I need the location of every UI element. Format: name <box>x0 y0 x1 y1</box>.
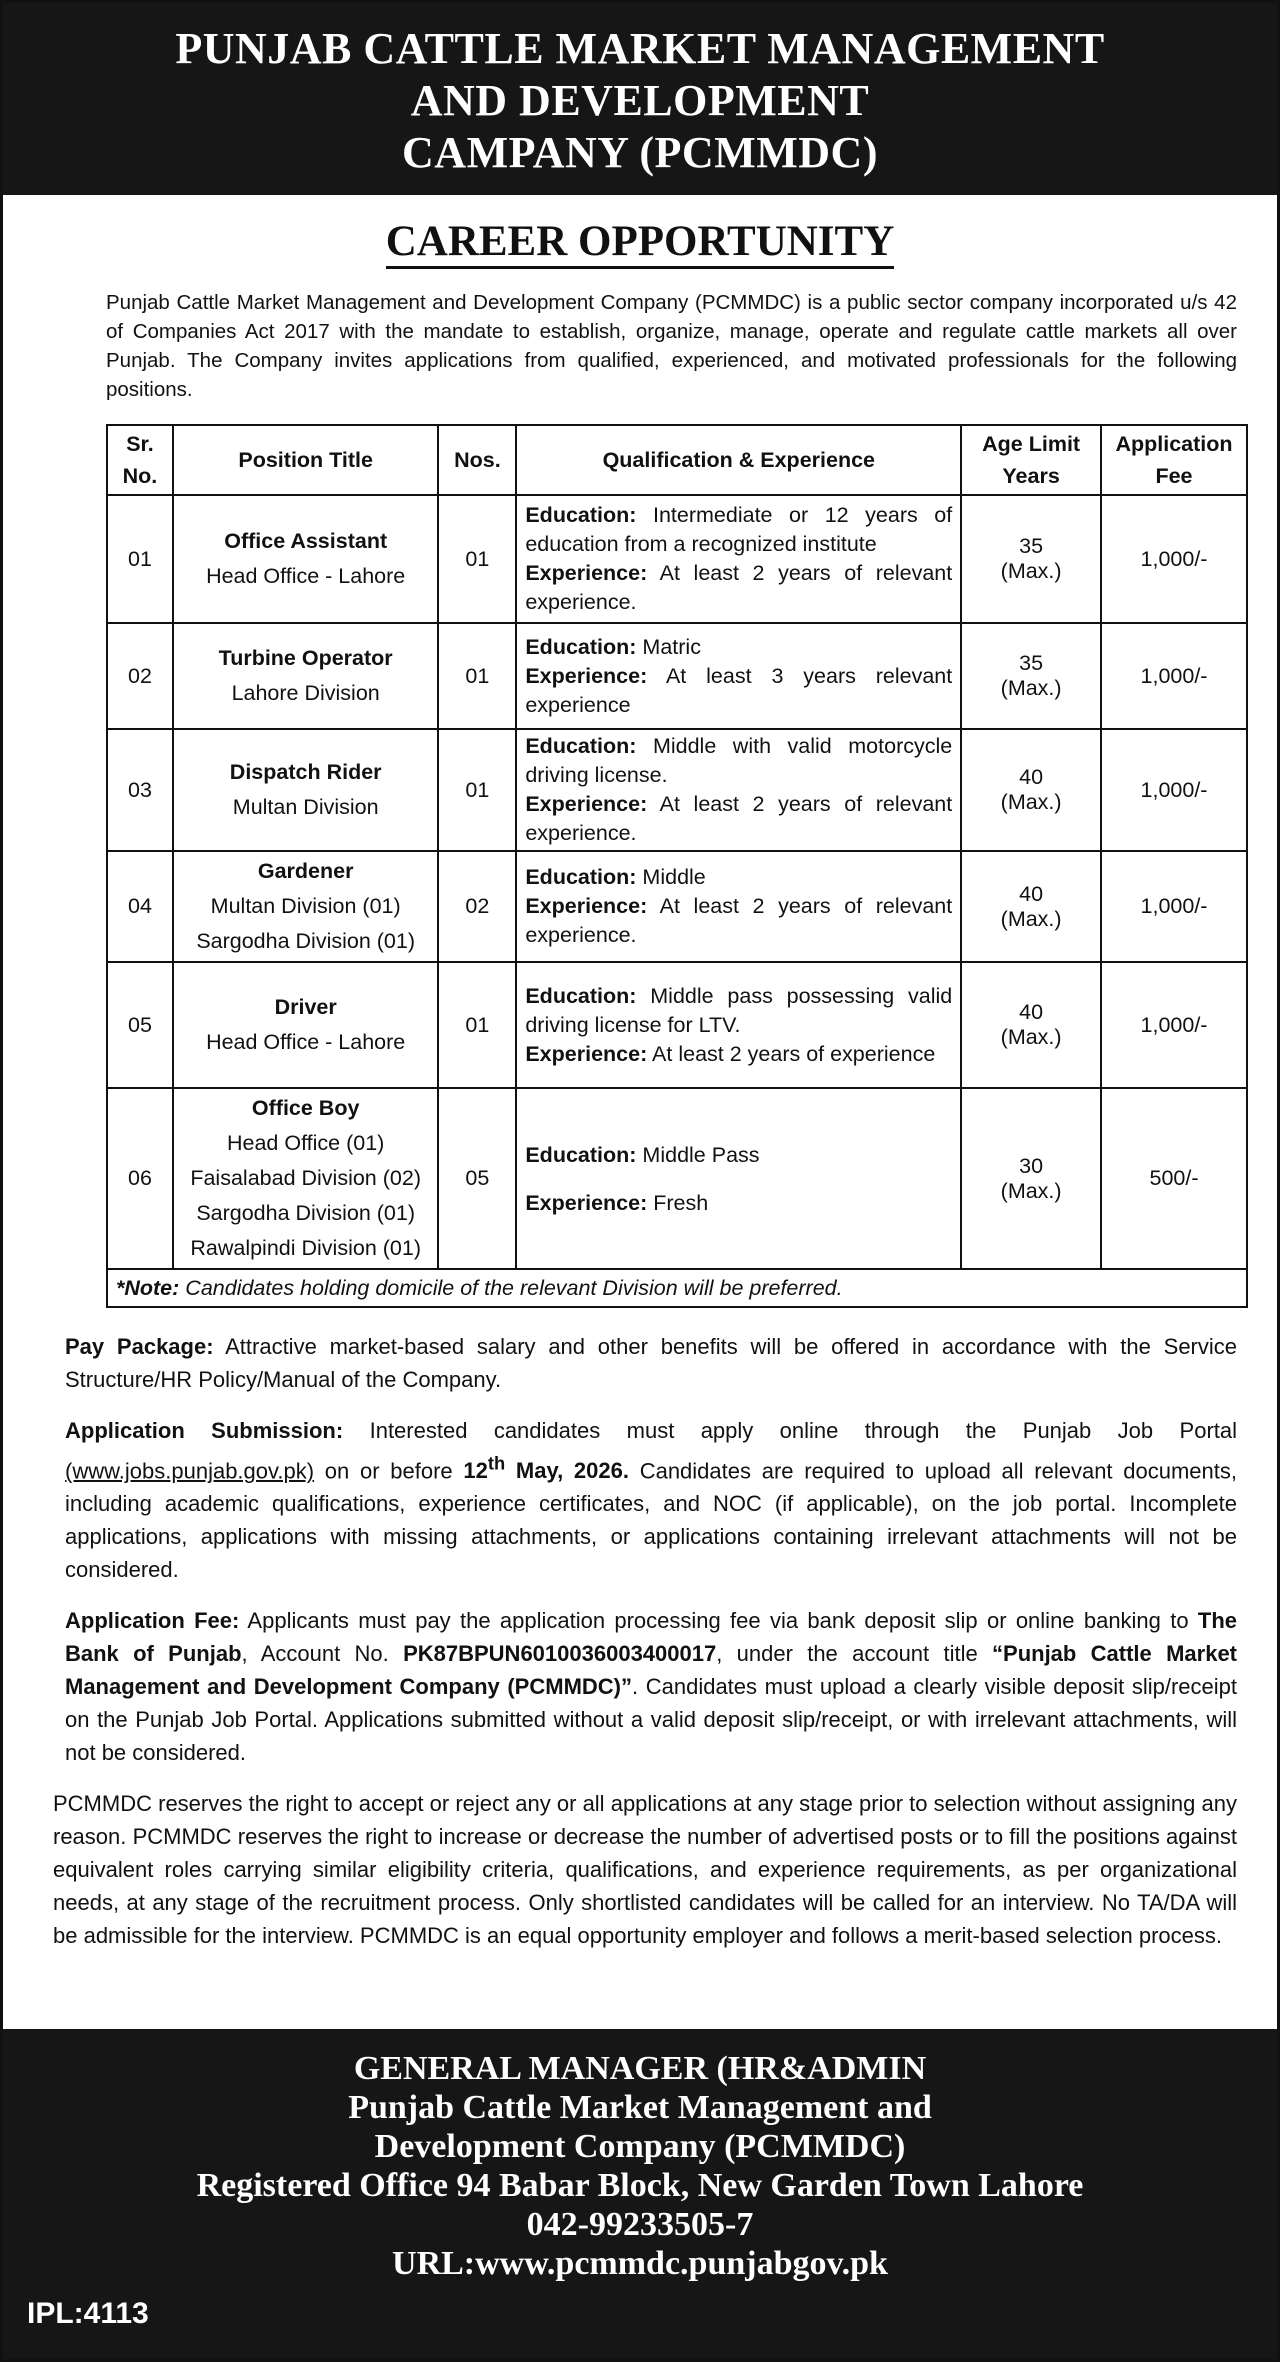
reservation-paragraph: PCMMDC reserves the right to accept or reject any or all applications at any stage prior to selection without assigning any reason. PCMMDC reserves the right to increase or decrease the number of advertised posts or to fill the positions against equivalent roles carrying similar eligibility criteria, qualifications, and experience requirements, as per organizational needs, at any stage of the recruitment process. Only shortlisted candidates will be called for an interview. No TA/DA will be admissible for the interview. PCMMDC is an equal opportunity employer and follows a merit-based selection process. <box>53 1791 1237 1949</box>
table-header-row <box>107 425 1247 495</box>
intro-paragraph: Punjab Cattle Market Management and Development Company (PCMMDC) is a public sector company incorporated u/s 42 of Companies Act 2017 with the mandate to establish, organize, manage, operate and regulate cattle markets all over Punjab. The Company invites applications from qualified, experienced, and motivated professionals for the following positions. <box>106 291 1237 401</box>
position-title: Office Boy <box>251 1096 360 1120</box>
posts-count: 01 <box>438 729 516 851</box>
table-row <box>107 729 1247 851</box>
position-title: Gardener <box>257 859 354 883</box>
qualification-cell: Education: Middle with valid motorcycle driving license. Experience: At least 2 years of relevant experience. <box>516 729 961 851</box>
age-limit: 40 (Max.) <box>961 962 1101 1088</box>
application-fee: 1,000/- <box>1101 623 1247 729</box>
header-nos: Nos. <box>438 425 516 495</box>
position-title-cell <box>173 1088 438 1269</box>
footer-address: Registered Office 94 Babar Block, New Garden Town Lahore <box>196 2167 1084 2204</box>
position-title: Dispatch Rider <box>229 760 382 784</box>
contact-footer <box>3 2029 1277 2359</box>
qualification-cell: Education: Middle Pass Experience: Fresh <box>516 1088 961 1269</box>
position-location: Rawalpindi Division (01) <box>190 1236 421 1260</box>
header-line-2: AND DEVELOPMENT <box>410 76 870 125</box>
posts-count: 01 <box>438 962 516 1088</box>
footer-company-line-1: Punjab Cattle Market Management and <box>348 2089 932 2126</box>
position-location: Head Office - Lahore <box>206 564 406 588</box>
position-title-cell <box>173 623 438 729</box>
qualification-cell: Education: Intermediate or 12 years of education from a recognized institute Experience: At least 2 years of relevant experience. <box>516 495 961 623</box>
account-number: PK87BPUN6010036003400017 <box>403 1641 717 1667</box>
note-row <box>107 1269 1247 1307</box>
position-location: Sargodha Division (01) <box>196 929 416 953</box>
footer-phone: 042-99233505-7 <box>526 2206 754 2243</box>
position-location: Multan Division (01) <box>210 894 401 918</box>
application-fee: 1,000/- <box>1101 851 1247 962</box>
career-title: CAREER OPPORTUNITY <box>3 217 1277 266</box>
footer-company-line-2: Development Company (PCMMDC) <box>374 2128 906 2165</box>
position-title: Office Assistant <box>224 529 388 553</box>
account-title: “Punjab Cattle Market Management and Development Company (PCMMDC)” <box>65 1641 1238 1700</box>
pay-package-paragraph: Pay Package: Attractive market-based salary and other benefits will be offered in accordance with the Service Structure/HR Policy/Manual of the Company. <box>65 1334 1237 1392</box>
position-location: Lahore Division <box>231 681 380 705</box>
position-title-cell <box>173 962 438 1088</box>
age-limit: 30 (Max.) <box>961 1088 1101 1269</box>
sr-no: 03 <box>107 729 173 851</box>
fee-label: Application Fee: <box>65 1608 240 1634</box>
job-portal-link[interactable]: (www.jobs.punjab.gov.pk) <box>65 1458 315 1484</box>
ipl-code: IPL:4113 <box>27 2297 149 2330</box>
pay-package-label: Pay Package: <box>65 1334 214 1359</box>
table-row <box>107 495 1247 623</box>
position-location: Faisalabad Division (02) <box>190 1166 421 1190</box>
position-title: Turbine Operator <box>218 646 393 670</box>
sr-no: 06 <box>107 1088 173 1269</box>
qualification-cell: Education: Middle Experience: At least 2 years of relevant experience. <box>516 851 961 962</box>
domicile-note: *Note: Candidates holding domicile of the relevant Division will be preferred. <box>107 1269 1247 1307</box>
header-qualification: Qualification & Experience <box>516 425 961 495</box>
application-fee-paragraph: Application Fee: Applicants must pay the application processing fee via bank deposit slip or online banking to The Bank of Punjab, Account No. PK87BPUN6010036003400017, under the account title “Punjab Cattle Market Management and Development Company (PCMMDC)”. Candidates must upload a clearly visible deposit slip/receipt on the Punjab Job Portal. Applications submitted without a valid deposit slip/receipt, or with irrelevant attachments, will not be considered. <box>65 1608 1238 1766</box>
header-age-limit: Age Limit Years <box>961 425 1101 495</box>
header-position-title: Position Title <box>173 425 438 495</box>
footer-url[interactable]: URL:www.pcmmdc.punjabgov.pk <box>392 2245 888 2282</box>
table-row <box>107 851 1247 962</box>
posts-count: 05 <box>438 1088 516 1269</box>
footer-designation: GENERAL MANAGER (HR&ADMIN <box>353 2050 927 2087</box>
position-title-cell <box>173 495 438 623</box>
posts-count: 02 <box>438 851 516 962</box>
posts-count: 01 <box>438 495 516 623</box>
header-sr-no: Sr. No. <box>107 425 173 495</box>
application-fee: 1,000/- <box>1101 729 1247 851</box>
application-submission-paragraph: Application Submission: Interested candidates must apply online through the Punjab Job Portal (www.jobs.punjab.gov.pk) on or before 12th May, 2026. Candidates are required to upload all relevant documents, including academic qualifications, experience certificates, and NOC (if applicable), on the job portal. Incomplete applications, applications with missing attachments, or applications containing irrelevant attachments will not be considered. <box>65 1418 1238 1583</box>
submission-label: Application Submission: <box>65 1418 344 1443</box>
age-limit: 40 (Max.) <box>961 729 1101 851</box>
header-line-1: PUNJAB CATTLE MARKET MANAGEMENT <box>175 24 1105 73</box>
application-fee: 500/- <box>1101 1088 1247 1269</box>
sr-no: 04 <box>107 851 173 962</box>
application-fee: 1,000/- <box>1101 495 1247 623</box>
posts-count: 01 <box>438 623 516 729</box>
deadline-date: 12th May, 2026. <box>463 1453 629 1484</box>
age-limit: 40 (Max.) <box>961 851 1101 962</box>
qualification-cell: Education: Matric Experience: At least 3 years relevant experience <box>516 623 961 729</box>
position-location: Sargodha Division (01) <box>196 1201 416 1225</box>
header-application-fee: Application Fee <box>1101 425 1247 495</box>
position-title: Driver <box>274 995 337 1019</box>
header-line-3: CAMPANY (PCMMDC) <box>402 128 878 177</box>
company-header <box>3 3 1277 195</box>
position-location: Head Office - Lahore <box>206 1030 406 1054</box>
sr-no: 05 <box>107 962 173 1088</box>
qualification-cell: Education: Middle pass possessing valid driving license for LTV. Experience: At least 2 years of experience <box>516 962 961 1088</box>
position-location: Multan Division <box>232 795 379 819</box>
sr-no: 02 <box>107 623 173 729</box>
sr-no: 01 <box>107 495 173 623</box>
table-row <box>107 962 1247 1088</box>
table-row <box>107 623 1247 729</box>
table-row <box>107 1088 1247 1269</box>
age-limit: 35 (Max.) <box>961 623 1101 729</box>
position-location: Head Office (01) <box>226 1131 385 1155</box>
application-fee: 1,000/- <box>1101 962 1247 1088</box>
position-title-cell <box>173 851 438 962</box>
position-title-cell <box>173 729 438 851</box>
bank-name: The Bank of Punjab <box>65 1608 1237 1667</box>
age-limit: 35 (Max.) <box>961 495 1101 623</box>
positions-table <box>106 424 1248 1308</box>
